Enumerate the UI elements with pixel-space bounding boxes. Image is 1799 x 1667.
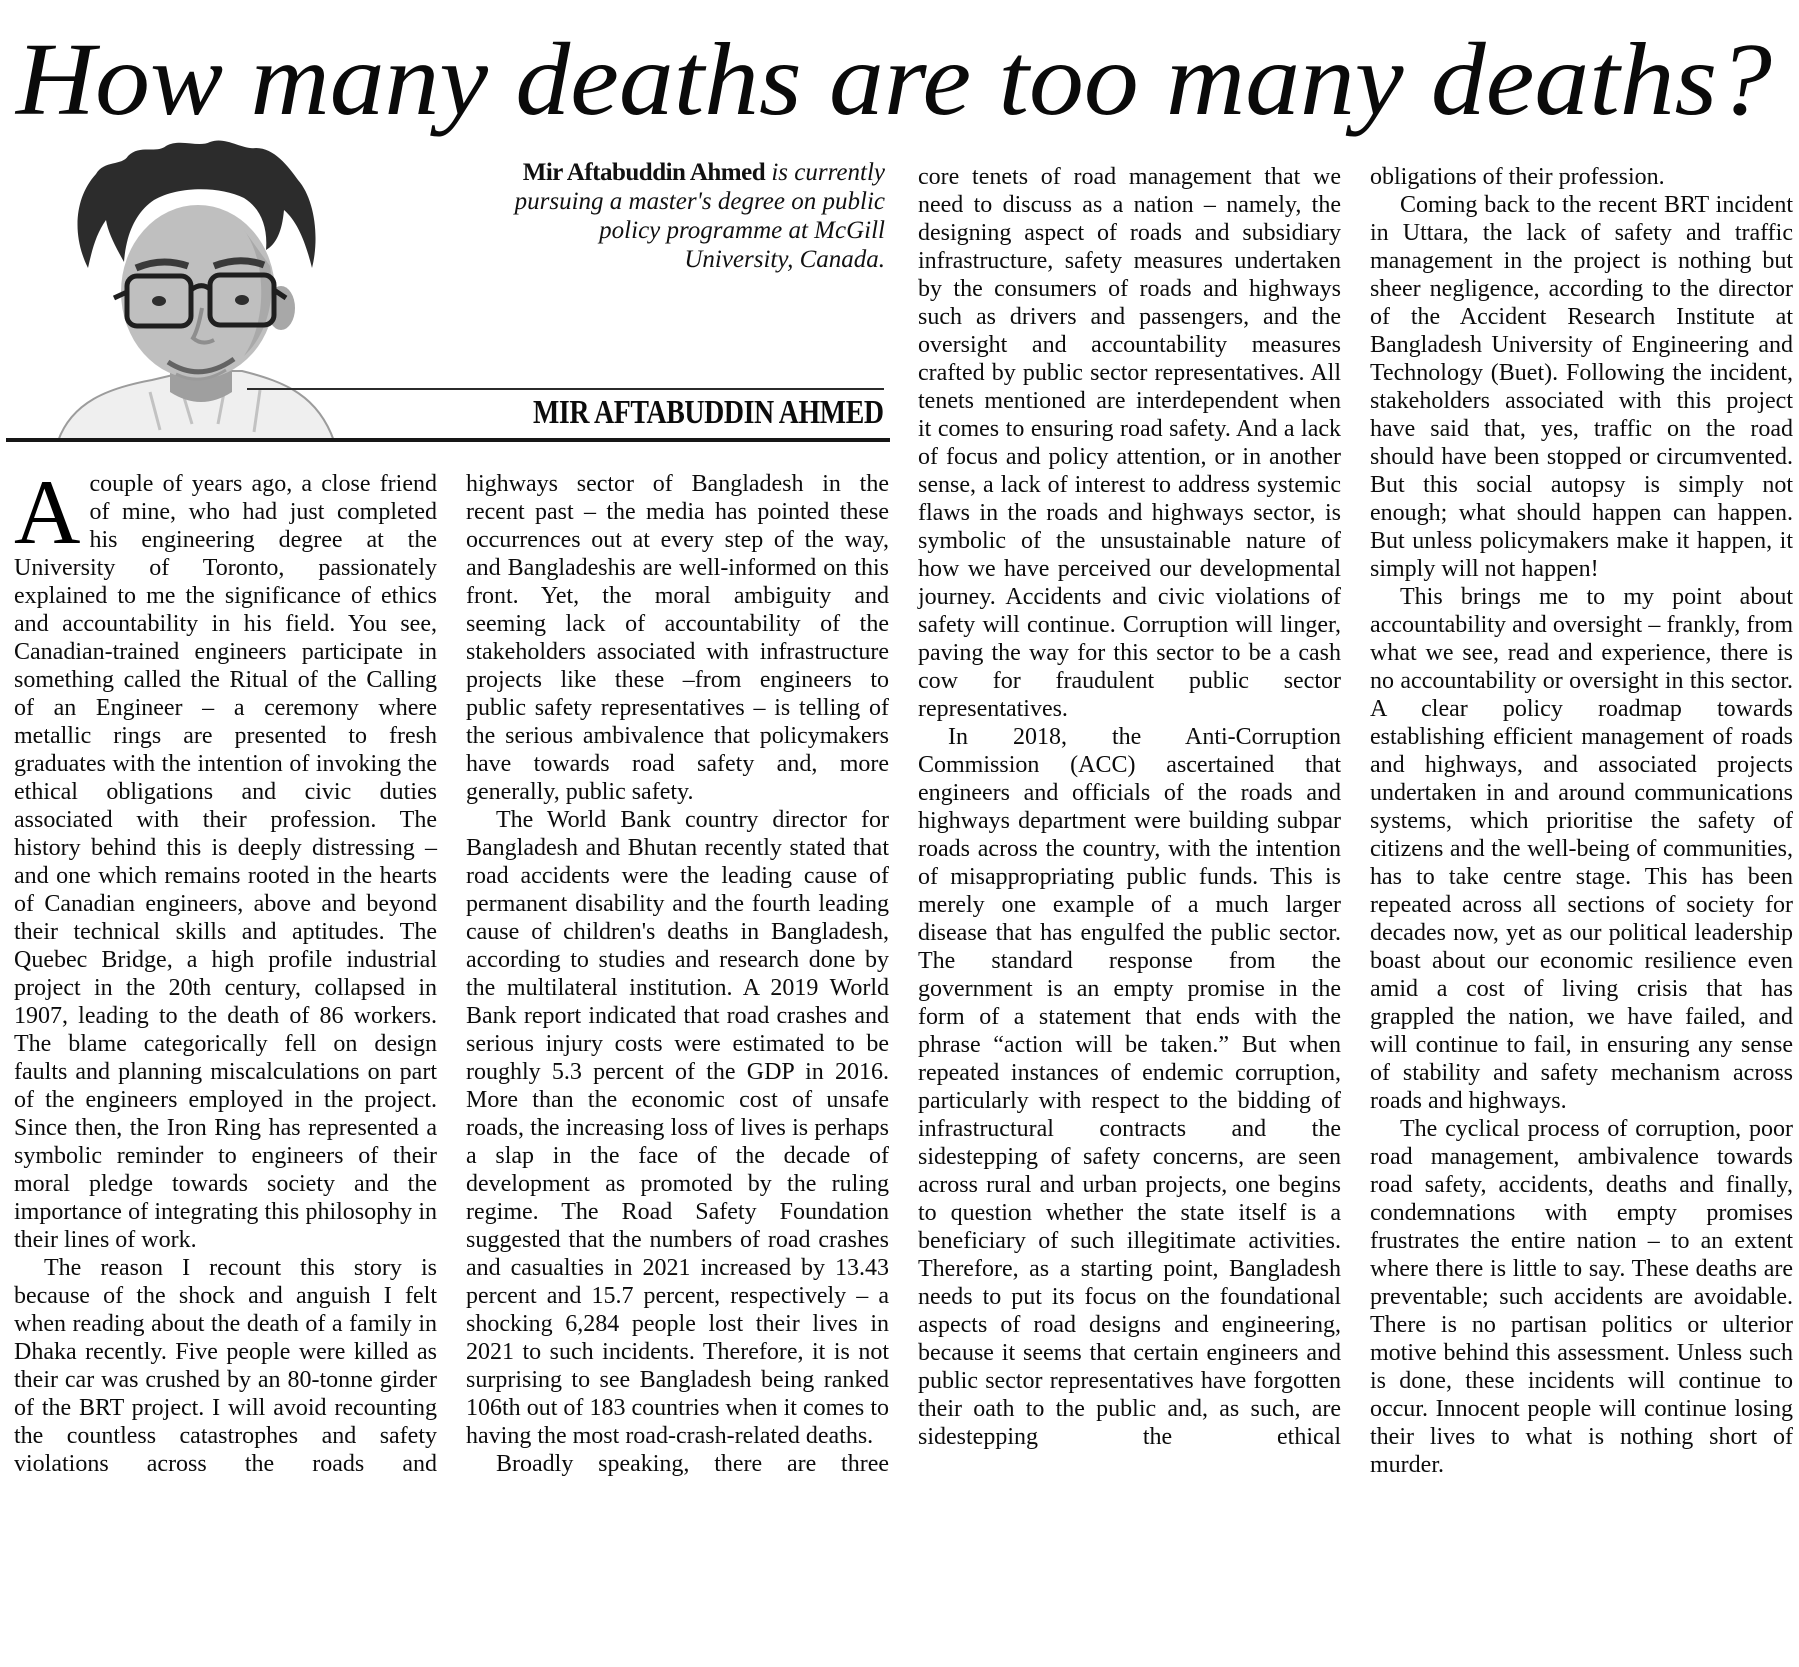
paragraph: This brings me to my point about accountability and oversight – frankly, from what we see, read and experience, there is no accountability or oversight in this sector. A clear policy roadmap towards establishing efficient management of roads and highways, and associated projects undertaken in and around communications systems, which prioritise the safety of citizens and the well-being of communities, has to take centre stage. This has been repeated across all sections of society for decades now, yet as our political leadership boast about our economic resilience even amid a cost of living crisis that has grappled the nation, we have failed, and will continue to fail, in ensuring any sense of stability and safety mechanism across roads and highways. [1370, 584, 1793, 1114]
author-bio-name: Mir Aftabuddin Ahmed [522, 159, 766, 186]
body-column-2 [466, 163, 889, 1479]
body-column-1 [14, 163, 437, 1479]
author-byline: MIR AFTABUDDIN AHMED [533, 394, 884, 431]
page-title: How many deaths are too many deaths? [13, 22, 1773, 137]
paragraph: In 2018, the Anti-Corruption Commission (ACC) ascertained that engineers and officials of the roads and highways department were building subpar roads across the country, with the intention of misappropriating public funds. This is merely one example of a much larger disease that has engulfed the public sector. The standard response from the government is an empty promise in the form of a statement that ends with the phrase “action will be taken.” But when repeated instances of endemic corruption, particularly with respect to the bidding of infrastructural contracts and the sidestepping of safety concerns, are seen across rural and urban projects, one begins to question whether the state itself is a beneficiary of such illegitimate activities. Therefore, as a starting point, Bangladesh needs to put its focus on the foundational aspects of road designs and engineering, because it seems that certain engineers and public sector representatives have forgotten their oath to the public and, as such, are sidestepping the ethical [918, 724, 1341, 1450]
paragraph: The reason I recount this story is because of the shock and anguish I felt when reading about the death of a family in Dhaka recently. Five people were killed as their car was crushed by an 80-tonne girder of the BRT project. I will avoid recounting the countless catastrophes and safety violations across the roads and [14, 1255, 437, 1477]
body-column-3 [918, 163, 1341, 1479]
drop-cap: A [14, 461, 81, 563]
article-body [14, 163, 1799, 1479]
paragraph-text: couple of years ago, a close friend of mine, who had just completed his engineering degree at the University of Toronto, passionately explained to me the significance of ethics and accountability in his field. You see, Canadian-trained engineers participate in something called the Ritual of the Calling of an Engineer – a ceremony where metallic rings are presented to fresh graduates with the intention of invoking the ethical obligations and civic duties associated with their profession. The history behind this is deeply distressing – and one which remains rooted in the hearts of Canadian engineers, above and beyond their technical skills and aptitudes. The Quebec Bridge, a high profile industrial project in the 20th century, collapsed in 1907, leading to the death of 86 workers. The blame categorically fell on design faults and planning miscalculations on part of the engineers employed in the project. Since then, the Iron Ring has represented a symbolic reminder to engineers of their moral pledge towards society and the importance of integrating this philosophy in their lines of work. [14, 471, 437, 1253]
paragraph [14, 461, 437, 1254]
paragraph: highways sector of Bangladesh in the recent past – the media has pointed these occurrences out at every step of the way, and Bangladeshis are well-informed on this front. Yet, the moral ambiguity and seeming lack of accountability of the stakeholders associated with infrastructure projects like these –from engineers to public safety representatives – is telling of the serious ambivalence that policymakers have towards road safety and, more generally, public safety. [466, 471, 889, 805]
author-bio-text: is currently pursuing a master's degree on public policy programme at McGill University, Canada. [514, 159, 885, 273]
paragraph: core tenets of road management that we need to discuss as a nation – namely, the designing aspect of roads and subsidiary infrastructure, safety measures undertaken by the consumers of roads and highways such as drivers and passengers, and the oversight and accountability measures crafted by public sector representatives. All tenets mentioned are interdependent when it comes to ensuring road safety. And a lack of focus and policy attention, or in another sense, a lack of interest to address systemic flaws in the roads and highways sector, is symbolic of the unsustainable nature of how we have perceived our developmental journey. Accidents and civic violations of safety will continue. Corruption will linger, paving the way for this sector to be a cash cow for fraudulent public sector representatives. [918, 164, 1341, 722]
paragraph: The cyclical process of corruption, poor road management, ambivalence towards road safety, accidents, deaths and finally, condemnations with empty promises frustrates the entire nation – to an extent where there is little to say. These deaths are preventable; such accidents are avoidable. There is no partisan politics or ulterior motive behind this assessment. Unless such is done, these incidents will continue to occur. Innocent people will continue losing their lives to what is nothing short of murder. [1370, 1116, 1793, 1478]
headline-graphic [0, 12, 1799, 152]
paragraph: obligations of their profession. [1370, 164, 1665, 190]
paragraph: Coming back to the recent BRT incident in Uttara, the lack of safety and traffic management in the project is nothing but sheer negligence, according to the director of the Accident Research Institute at Bangladesh University of Engineering and Technology (Buet). Following the incident, stakeholders associated with this project have said that, yes, traffic on the road should have been stopped or circumvented. But this social autopsy is simply not enough; what should happen can happen. But unless policymakers make it happen, it simply will not happen! [1370, 192, 1793, 582]
paragraph: The World Bank country director for Bangladesh and Bhutan recently stated that road accidents were the leading cause of permanent disability and the fourth leading cause of children's deaths in Bangladesh, according to studies and research done by the multilateral institution. A 2019 World Bank report indicated that road crashes and serious injury costs were estimated to be roughly 5.3 percent of the GDP in 2016. More than the economic cost of unsafe roads, the increasing loss of lives is perhaps a slap in the face of the decade of development as promoted by the ruling regime. The Road Safety Foundation suggested that the numbers of road crashes and casualties in 2021 increased by 13.43 percent and 15.7 percent, respectively – a shocking 6,284 people lost their lives in 2021 to such incidents. Therefore, it is not surprising to see Bangladesh being ranked 106th out of 183 countries when it comes to having the most road-crash-related deaths. [466, 807, 889, 1449]
body-column-4 [1370, 163, 1793, 1479]
paragraph: Broadly speaking, there are three [496, 1451, 889, 1477]
